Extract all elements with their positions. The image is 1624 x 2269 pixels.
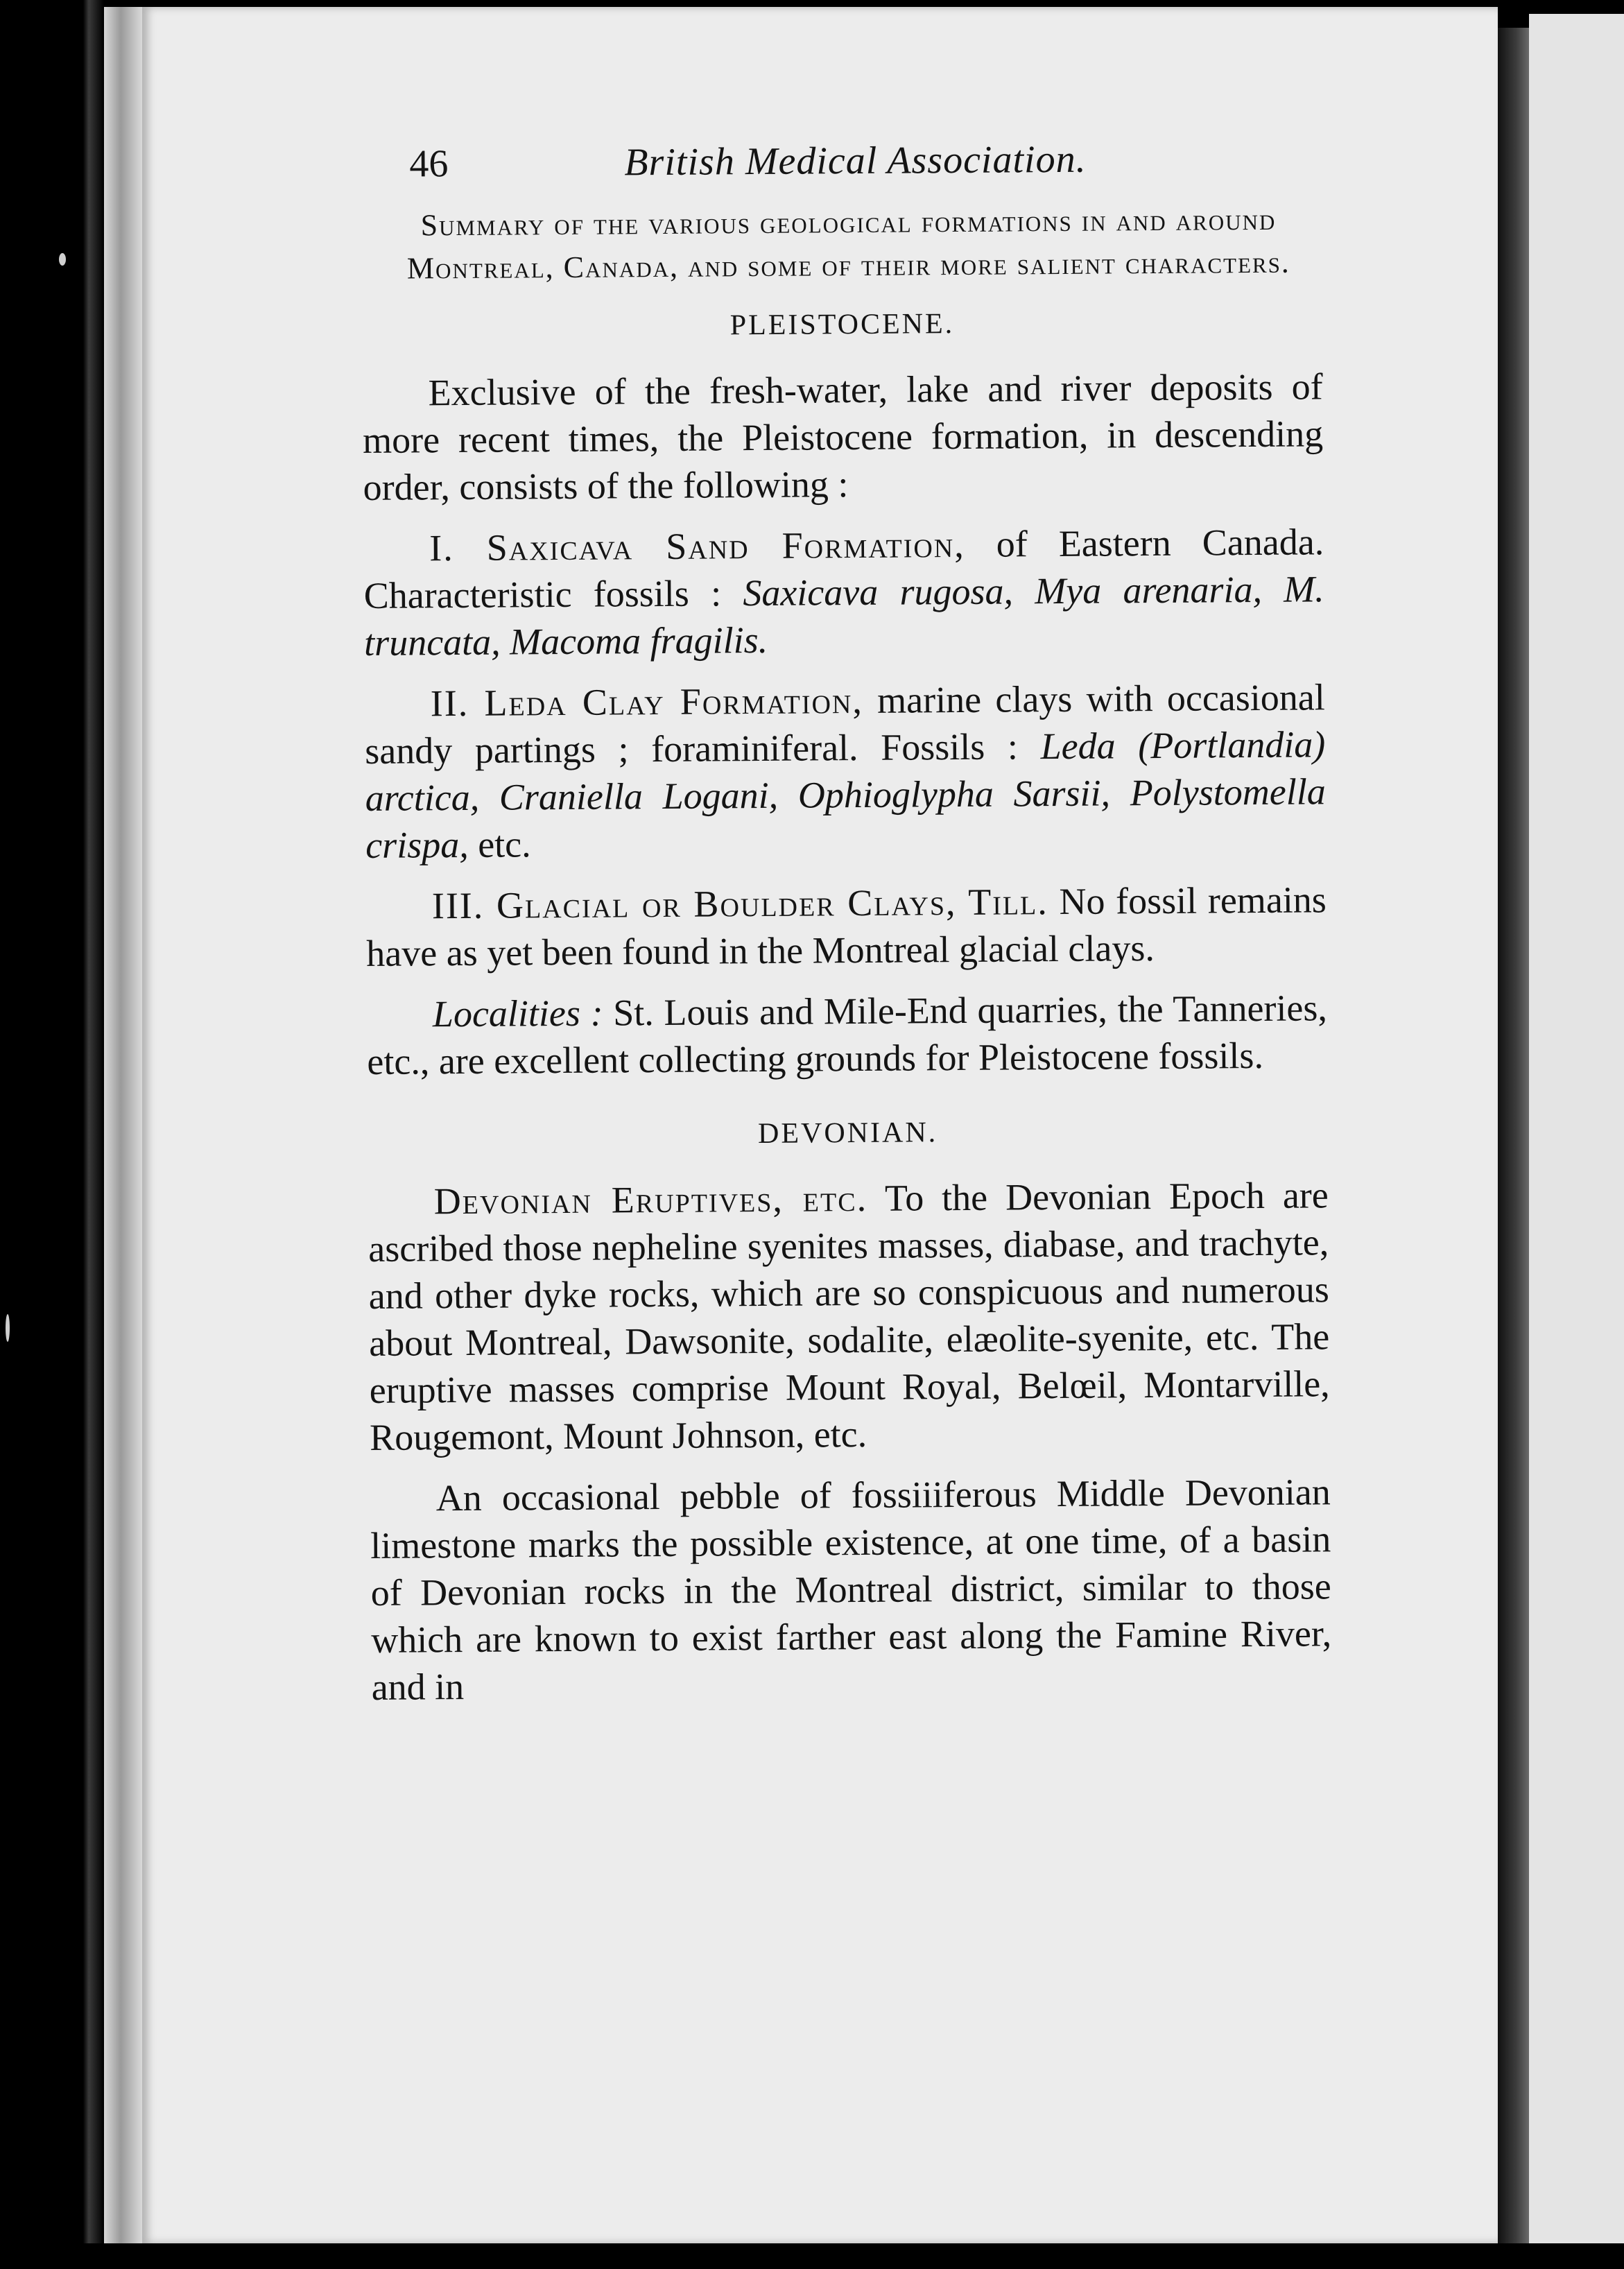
devonian-eruptives-paragraph — [368, 1171, 1331, 1461]
item-tail: etc. — [468, 823, 531, 865]
scan-border-left — [0, 0, 104, 2269]
edge-speck — [6, 1314, 10, 1342]
item-text: To the Devonian Epoch are ascribed those nepheline syenites masses, diabase, and trachyte, and other dyke rocks, which are so conspicuous and numerous about Montreal, Dawsonite, sodalite, elæolite-syenite, etc. The eruptive masses comprise Mount Royal, Belœil, Montarville, Rougemont, Mount Johnson, etc. — [368, 1174, 1330, 1458]
fossil-names: Leda (Portlandia) arctica, Craniella Logani, Ophioglypha Sarsii, Polystomella crispa, — [365, 723, 1326, 866]
item-label: Devonian Eruptives, etc. — [433, 1177, 868, 1223]
section-heading-devonian: DEVONIAN. — [757, 1116, 938, 1150]
edge-speck — [59, 253, 66, 266]
glacial-clays-paragraph — [366, 876, 1327, 977]
localities-label: Localities : — [432, 992, 603, 1035]
running-head — [361, 121, 1322, 205]
book-page-edge — [104, 7, 146, 2243]
devonian-pebble-paragraph: An occasional pebble of fossiiiferous Middle Devonian limestone marks the possible existence, at one time, of a basin of Devonian rocks in the Montreal district, similar to those which are known to exist farther east along the Famine River, and in — [370, 1471, 1332, 1708]
facing-page — [1529, 14, 1624, 2243]
item-text: No fossil remains have as yet been found in the Montreal glacial clays. — [366, 879, 1327, 974]
summary-heading: Summary of the various geological formations in and around Montreal, Canada, and some of their more salient characters. — [406, 202, 1291, 286]
item-label: III. Glacial or Boulder Clays, Till. — [431, 881, 1048, 927]
section-heading-pleistocene: PLEISTOCENE. — [729, 308, 955, 342]
scan-border-bottom — [0, 2243, 1624, 2269]
saxicava-sand-paragraph — [363, 518, 1324, 666]
page-number: 46 — [409, 142, 449, 186]
pleistocene-intro: Exclusive of the fresh-water, lake and river deposits of more recent times, the Pleistocene formation, in descending order, consists of the following : — [362, 365, 1324, 508]
localities-paragraph — [367, 984, 1328, 1085]
item-text: marine clays with occasional sandy partings ; foraminiferal. Fossils : — [365, 676, 1325, 772]
page-text — [361, 121, 1332, 1725]
leda-clay-paragraph — [365, 673, 1327, 869]
item-label: II. Leda Clay Formation, — [430, 679, 864, 725]
running-title: British Medical Association. — [624, 137, 1087, 184]
item-label: I. Saxicava Sand Formation, — [429, 523, 965, 569]
item-text: of Eastern Canada. Characteristic fossils : — [363, 521, 1324, 616]
fossil-names: Saxicava rugosa, Mya arenaria, M. truncata, Macoma fragilis. — [363, 568, 1324, 664]
localities-text: St. Louis and Mile-End quarries, the Tanneries, etc., are excellent collecting grounds for Pleistocene fossils. — [367, 987, 1328, 1082]
book-gutter — [1498, 28, 1529, 2243]
